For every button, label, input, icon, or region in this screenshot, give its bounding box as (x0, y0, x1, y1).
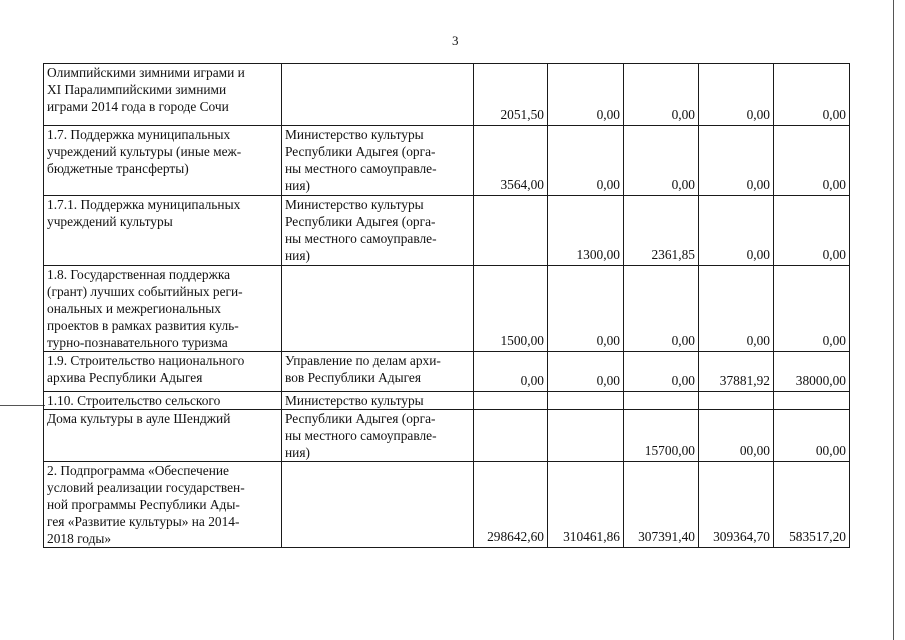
table-row (44, 462, 850, 548)
amount-cell: 37881,92 (699, 352, 774, 392)
amount-cell: 310461,86 (548, 462, 624, 548)
amount-cell: 0,00 (699, 64, 774, 126)
amount-cell: 0,00 (624, 266, 699, 352)
amount-cell (474, 392, 548, 410)
table-row (44, 392, 850, 410)
amount-cell: 3564,00 (474, 126, 548, 196)
executor-cell: Управление по делам архи- вов Республики Адыгея (282, 352, 474, 392)
page-edge-line (893, 0, 894, 640)
activity-cell: 1.9. Строительство национального архива Республики Адыгея (44, 352, 282, 392)
amount-cell: 0,00 (548, 126, 624, 196)
amount-cell: 0,00 (548, 266, 624, 352)
activity-cell: 1.7. Поддержка муниципальных учреждений культуры (иные меж- бюджетные трансферты) (44, 126, 282, 196)
amount-cell: 0,00 (774, 266, 850, 352)
scan-artifact-line (0, 405, 45, 406)
activity-cell: 1.8. Государственная поддержка (грант) лучших событийных реги- ональных и межрегиональных проектов в рамках развития куль- турно-познавательного туризма (44, 266, 282, 352)
activity-cell: 2. Подпрограмма «Обеспечение условий реализации государствен- ной программы Республики Ады- гея «Развитие культуры» на 2014- 2018 годы» (44, 462, 282, 548)
amount-cell (774, 392, 850, 410)
amount-cell: 00,00 (774, 410, 850, 462)
executor-cell: Министерство культуры Республики Адыгея (орга- ны местного самоуправле- ния) (282, 196, 474, 266)
amount-cell: 0,00 (774, 64, 850, 126)
budget-table (43, 63, 850, 548)
amount-cell: 309364,70 (699, 462, 774, 548)
amount-cell: 00,00 (699, 410, 774, 462)
amount-cell: 1300,00 (548, 196, 624, 266)
table-row (44, 64, 850, 126)
table-row (44, 266, 850, 352)
amount-cell: 0,00 (774, 196, 850, 266)
table-row (44, 196, 850, 266)
amount-cell: 0,00 (548, 352, 624, 392)
amount-cell: 2051,50 (474, 64, 548, 126)
activity-cell: Олимпийскими зимними играми и XI Паралимпийскими зимними играми 2014 года в городе Сочи (44, 64, 282, 126)
executor-cell: Республики Адыгея (орга- ны местного самоуправле- ния) (282, 410, 474, 462)
amount-cell: 0,00 (624, 64, 699, 126)
page-number: 3 (452, 33, 459, 48)
amount-cell: 1500,00 (474, 266, 548, 352)
amount-cell (548, 410, 624, 462)
activity-cell: 1.7.1. Поддержка муниципальных учреждений культуры (44, 196, 282, 266)
amount-cell: 38000,00 (774, 352, 850, 392)
executor-cell: Министерство культуры Республики Адыгея (орга- ны местного самоуправле- ния) (282, 126, 474, 196)
activity-cell: 1.10. Строительство сельского (44, 392, 282, 410)
amount-cell: 0,00 (774, 126, 850, 196)
amount-cell (699, 392, 774, 410)
amount-cell: 15700,00 (624, 410, 699, 462)
activity-cell: Дома культуры в ауле Шенджий (44, 410, 282, 462)
table-row (44, 410, 850, 462)
amount-cell: 0,00 (624, 352, 699, 392)
amount-cell: 0,00 (474, 352, 548, 392)
executor-cell (282, 64, 474, 126)
executor-cell (282, 462, 474, 548)
amount-cell: 0,00 (699, 126, 774, 196)
amount-cell (548, 392, 624, 410)
amount-cell: 583517,20 (774, 462, 850, 548)
table-row (44, 352, 850, 392)
executor-cell (282, 266, 474, 352)
executor-cell: Министерство культуры (282, 392, 474, 410)
amount-cell: 298642,60 (474, 462, 548, 548)
amount-cell: 307391,40 (624, 462, 699, 548)
amount-cell: 0,00 (548, 64, 624, 126)
amount-cell: 2361,85 (624, 196, 699, 266)
amount-cell (474, 410, 548, 462)
amount-cell: 0,00 (624, 126, 699, 196)
amount-cell (474, 196, 548, 266)
amount-cell (624, 392, 699, 410)
amount-cell: 0,00 (699, 266, 774, 352)
amount-cell: 0,00 (699, 196, 774, 266)
table-row (44, 126, 850, 196)
